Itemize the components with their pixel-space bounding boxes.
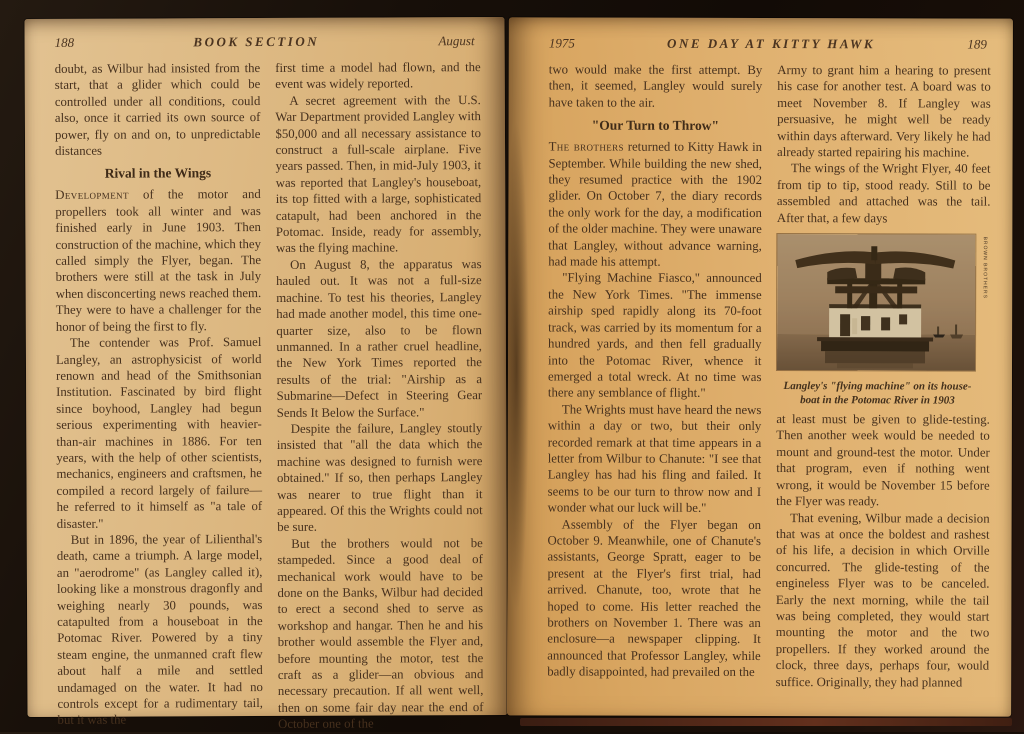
- paragraph: "Flying Machine Fiasco," announced the New York Times. "The immense airship sped rapidly along its 70-foot track, was carried by its momentum for a hundred yards, and then fell gradually into the Potomac River, whence it emerged a total wreck. At no time was there any semblance of flight.": [547, 270, 762, 401]
- book-page-right: [507, 17, 1013, 716]
- paragraph: at least must be given to glide-testing. Then another week would be needed to mount and ground-test the motor. Under that program, even if nothing went wrong, it would be November 15 before the Flyer was ready.: [776, 412, 990, 509]
- left-page-columns: [25, 55, 508, 734]
- section-heading-rival-in-the-wings: Rival in the Wings: [104, 165, 212, 182]
- paragraph: The Wrights must have heard the news within a day or two, but their only recorded remark at that time appears in a letter from Wilbur to Chanute: "I see that Langley has had his fling and failed. It seems to be our turn to throw now and I wonder what our luck will be.": [547, 402, 762, 516]
- houseboat-photo-figure: [776, 234, 988, 408]
- right-page-number: 189: [967, 36, 987, 52]
- paragraph: The contender was Prof. Samuel Langley, an astrophysicist of world renown and head of the Smithsonian Institution. Fascinated by bird flight since boyhood, Langley had begun serious experimenting with heavier-than-air machines in 1886. For ten years, with the help of other scientists, mechanics, engineers and craftsmen, he compiled a record largely of failure—he referred to it himself as "a tale of disaster.": [55, 335, 263, 531]
- right-column-1: [547, 61, 762, 690]
- section-heading-our-turn-to-throw: "Our Turn to Throw": [591, 117, 719, 134]
- lead-smallcaps: The brothers: [548, 139, 624, 154]
- paragraph-text: returned to Kitty Hawk in September. While building the new shed, they resumed practice with the 1902 glider. On October 7, the diary records the only work for the day, a modification of the older machine. They were unaware that Langley, without advance warning, had made his attempt.: [548, 139, 763, 269]
- paragraph: Despite the failure, Langley stoutly insisted that "all the data which the machine was designed to furnish were obtained." If so, then perhaps Langley was nearer to true flight than it appeared. Of this the Wrights could not be sure.: [276, 420, 483, 535]
- left-column-2: [275, 59, 483, 733]
- paragraph: [55, 186, 261, 335]
- left-column-1: [55, 60, 263, 734]
- photo-caption: Langley's "flying machine" on its house-boat in the Potomac River in 1903: [783, 380, 972, 407]
- photo-credit: BROWN BROTHERS: [981, 236, 988, 300]
- left-running-title: BOOK SECTION: [193, 33, 320, 50]
- right-page-columns: [507, 57, 1013, 690]
- paragraph: But the brothers would not be stampeded. Since a good deal of mechanical work would have to be done on the Banks, Wilbur had decided to erect a second shed to serve as workshop and hangar. Then he and his brother would assemble the Flyer and, before mounting the motor, test the craft as a glider—an obvious and necessary precaution. If all went well, then on some fair day near the end of October one of the: [277, 535, 484, 732]
- right-running-title: ONE DAY AT KITTY HAWK: [667, 35, 876, 52]
- left-page-number: 188: [54, 34, 75, 50]
- book-cover-edge: [520, 718, 1012, 726]
- paragraph: Assembly of the Flyer began on October 9. Meanwhile, one of Chanute's assistants, George Spratt, eager to be present at the Flyer's first trial, had arrived. Chanute, too, wrote that he hoped to come. His letter reached the brothers on November 1. There was an enclosure—a newspaper clipping. It announced that Professor Langley, while badly disappointed, had prevailed on the: [547, 517, 762, 680]
- paragraph: Army to grant him a hearing to present his case for another test. A board was to meet November 8. If Langley was persuasive, he might well be ready within days afterward. Very likely he had already started repairing his machine.: [777, 63, 991, 160]
- right-header-year: 1975: [548, 35, 575, 51]
- paragraph: two would make the first attempt. By then, it seemed, Langley would surely have taken to the air.: [548, 62, 763, 110]
- paragraph-text: of the motor and propellers took all winter and was finished early in June 1903. Then construction of the machine, which they called simply the Flyer, began. The brothers were still at the task in July when disconcerting news reached them. They were to have a challenger for the honor of being the first to fly.: [55, 187, 262, 334]
- right-column-2: [776, 62, 991, 691]
- paragraph: doubt, as Wilbur had insisted from the start, that a glider which could be controlled under all conditions, could also, once it carried its own source of power, fly on and on, to unpredictable distances: [54, 61, 261, 158]
- paragraph: first time a model had flown, and the event was widely reported.: [275, 60, 481, 92]
- paragraph: [548, 139, 762, 271]
- book-page-left: [24, 17, 507, 732]
- houseboat-photo: [776, 234, 974, 371]
- left-page-header: [24, 17, 504, 57]
- paragraph: But in 1896, the year of Lilienthal's death, came a triumph. A large model, an "aerodrome" (as Langley called it), looking like a monstrous dragonfly and weighing nearly 30 pounds, was catapulted from a houseboat in the Potomac River. Powered by a tiny steam engine, the unmanned craft flew about half a mile and settled undamaged on the water. It had no controls except for a rudimentary tail, but it was the: [56, 531, 263, 728]
- left-header-month: August: [438, 33, 475, 49]
- lead-smallcaps: Development: [55, 188, 129, 203]
- paragraph: That evening, Wilbur made a decision that was at once the boldest and rashest of his life, a decision in which Orville concurred. The glide-testing of the engineless Flyer was to be canceled. Early the next morning, while the tail was being completed, they would start mounting the motor and the two propellers. If they worked around the clock, three days, perhaps four, would suffice. Originally, they had planned: [775, 510, 990, 690]
- paragraph: A secret agreement with the U.S. War Department provided Langley with $50,000 and all necessary assistance to construct a full-scale airplane. Five years passed. Then, in mid-July 1903, it was reported that Langley's houseboat, its top fitted with a large, sophisticated catapult, had been anchored in the Potomac. Inside, ready for assembly, was the flying machine.: [275, 92, 482, 256]
- right-page-header: [509, 17, 1013, 58]
- paragraph: The wings of the Wright Flyer, 40 feet from tip to tip, stood ready. Still to be assembled and attached was the tail. After that, a few days: [776, 161, 991, 225]
- paragraph: On August 8, the apparatus was hauled out. It was not a full-size machine. To test his theories, Langley had made another model, this time one-quarter size, also to be flown unmanned. In a rather cruel headline, the New York Times reported the results of the trial: "Airship as a Submarine—Defect in Steering Gear Sends It Below the Surface.": [276, 256, 483, 420]
